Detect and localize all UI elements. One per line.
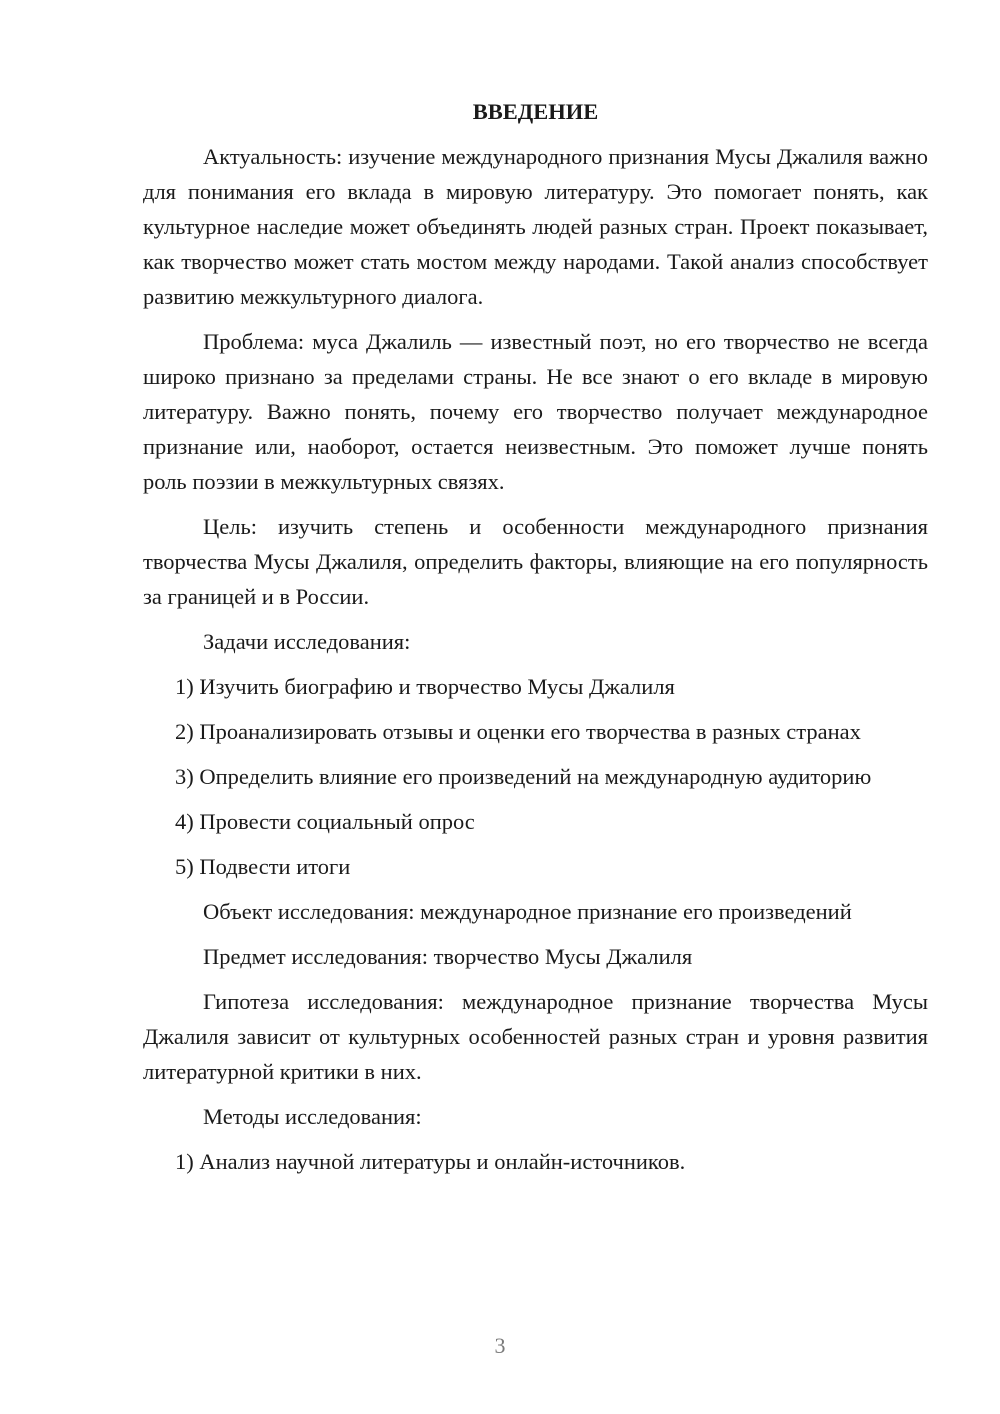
- subject-paragraph: Предмет исследования: творчество Мусы Джалиля: [203, 944, 693, 969]
- problem-paragraph: Проблема: муса Джалиль — известный поэт, но его творчество не всегда широко признано за пределами страны. Не все знают о его вкладе в мировую литературу. Важно понять, почему его творчество получает международное признание или, наоборот, остается неизвестным. Это поможет лучше понять роль поэзии в межкультурных связях.: [143, 329, 928, 494]
- page-content: [143, 94, 928, 1189]
- section-heading: ВВЕДЕНИЕ: [472, 99, 599, 124]
- task-item: 2) Проанализировать отзывы и оценки его творчества в разных странах: [175, 719, 861, 744]
- tasks-heading: Задачи исследования:: [203, 629, 411, 654]
- goal-paragraph: Цель: изучить степень и особенности международного признания творчества Мусы Джалиля, определить факторы, влияющие на его популярность за границей и в России.: [143, 514, 928, 609]
- methods-heading: Методы исследования:: [203, 1104, 422, 1129]
- method-item: 1) Анализ научной литературы и онлайн-источников.: [175, 1149, 686, 1174]
- task-item: 1) Изучить биографию и творчество Мусы Джалиля: [175, 674, 675, 699]
- page-number: 3: [494, 1333, 506, 1358]
- object-paragraph: Объект исследования: международное признание его произведений: [203, 899, 852, 924]
- relevance-paragraph: Актуальность: изучение международного признания Мусы Джалиля важно для понимания его вклада в мировую литературу. Это помогает понять, как культурное наследие может объединять людей разных стран. Проект показывает, как творчество может стать мостом между народами. Такой анализ способствует развитию межкультурного диалога.: [143, 144, 928, 309]
- task-item: 5) Подвести итоги: [175, 854, 351, 879]
- task-item: 3) Определить влияние его произведений на международную аудиторию: [175, 764, 872, 789]
- hypothesis-paragraph: Гипотеза исследования: международное признание творчества Мусы Джалиля зависит от культурных особенностей разных стран и уровня развития литературной критики в них.: [143, 989, 928, 1084]
- task-item: 4) Провести социальный опрос: [175, 809, 475, 834]
